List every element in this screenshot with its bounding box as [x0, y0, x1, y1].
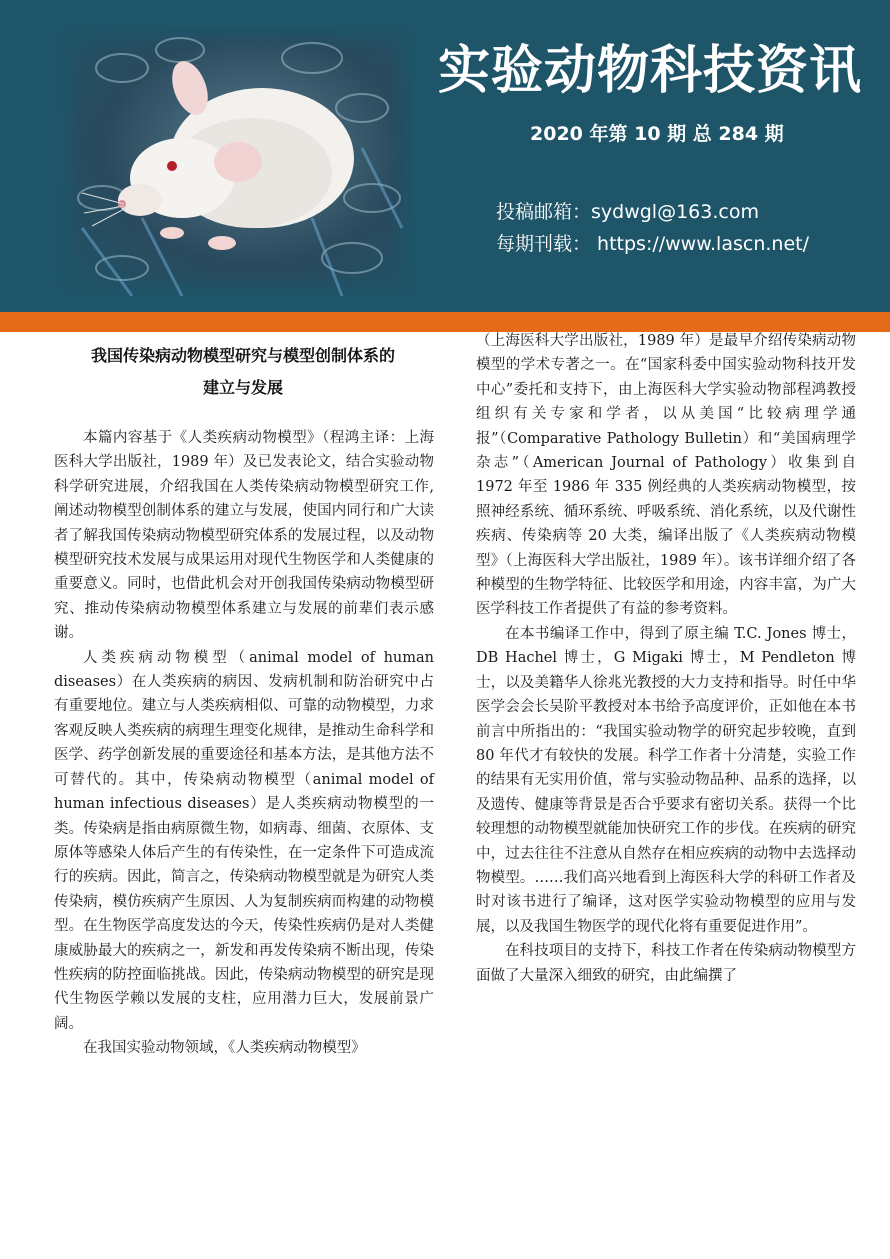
paragraph: 在本书编译工作中，得到了原主编 T.C. Jones 博士，DB Hachel 博士，G Migaki 博士，M Pendleton 博士，以及美籍华人徐兆光教授的大力支持和指导。时任中华医学会会长吴阶平教授对本书给予高度评价，正如他在本书前言中所指出的：“我国实验动物学的研究起步较晚，直到 80 年代才有较快的发展。科学工作者十分清楚，实验工作的结果有无实用价值，常与实验动物品种、品系的选择，以及遗传、健康等背景是否合乎要求有密切关系。获得一个比较理想的动物模型就能加快研究工作的步伐。在疾病的研究中，过去往往不注意从自然存在相应疾病的动物中去选择动物模型。……我们高兴地看到上海医科大学的科研工作者及时对该书进行了编译，这对医学实验动物模型的应用与发展，以及我国生物医学的现代化将有重要促进作用”。 [476, 625, 856, 935]
right-text-column [476, 329, 856, 988]
paragraph: 在我国实验动物领域，《人类疾病动物模型》 [83, 1040, 366, 1057]
white-mouse-illustration [62, 28, 412, 296]
article-title-line-1: 我国传染病动物模型研究与模型创制体系的 [90, 346, 395, 365]
paragraph: 本篇内容基于《人类疾病动物模型》（程鸿主译：上海医科大学出版社，1989 年）及已发表论文，结合实验动物科学研究进展，介绍我国在人类传染病动物模型研究工作,阐述动物模型创制体系的建立与发展，使国内同行和广大读者了解我国传染病动物模型研究体系的发展过程，以及动物模型研究技术发展与成果运用对现代生物医学和人类健康的重要意义。同时，也借此机会对开创我国传染病动物模型研究、推动传染病动物模型体系建立与发展的前辈们表示感谢。 [54, 430, 434, 642]
paragraph: 在科技项目的支持下，科技工作者在传染病动物模型方面做了大量深入细致的研究，由此编撰了 [476, 943, 856, 984]
submission-email[interactable]: 投稿邮箱：sydwgl@163.com [496, 201, 759, 223]
cover-photo-white-mouse [62, 28, 412, 296]
paragraph: （上海医科大学出版社，1989 年）是最早介绍传染病动物模型的学术专著之一。在“国家科委中国实验动物科技开发中心”委托和支持下，由上海医科大学实验动物部程鸿教授组织有关专家和学者，以从美国“比较病理学通报”（Comparative Pathology Bulletin）和“美国病理学杂志”（American Journal of Pathology）收集到自 1972 年至 1986 年 335 例经典的人类疾病动物模型，按照神经系统、循环系统、呼吸系统、消化系统，以及代谢性疾病、传染病等 20 大类，编译出版了《人类疾病动物模型》（上海医科大学出版社，1989 年）。该书详细介绍了各种模型的生物学特征、比较医学和用途，内容丰富，为广大医学科技工作者提供了有益的参考资料。 [476, 333, 856, 618]
article-title-line-2: 建立与发展 [202, 378, 283, 397]
issue-number: 2020 年第 10 期 总 284 期 [530, 123, 784, 145]
paragraph: 人类疾病动物模型（animal model of human diseases）在人类疾病的病因、发病机制和防治研究中占有重要地位。建立与人类疾病相似、可靠的动物模型，力求客观反映人类疾病的病理生理变化规律，是推动生命科学和医学、药学创新发展的重要途径和基本方法，是其他方法不可替代的。其中，传染病动物模型（animal model of human infectious diseases）是人类疾病动物模型的一类。传染病是指由病原微生物，如病毒、细菌、衣原体、支原体等感染人体后产生的有传染性，在一定条件下可造成流行的疾病。因此，简言之，传染病动物模型就是为研究人类传染病，模仿疾病产生原因、人为复制疾病而构建的动物模型。在生物医学高度发达的今天，传染性疾病仍是对人类健康威胁最大的疾病之一，新发和再发传染病不断出现，传染性疾病的防控面临挑战。因此，传染病动物模型的研究是现代生物医学赖以发展的支柱，应用潜力巨大，发展前景广阔。 [54, 649, 434, 1032]
magazine-title: 实验动物科技资讯 [438, 41, 863, 101]
left-text-column [54, 426, 434, 1061]
article-title [56, 340, 430, 404]
website-link[interactable]: 每期刊载： https://www.lascn.net/ [496, 233, 809, 255]
